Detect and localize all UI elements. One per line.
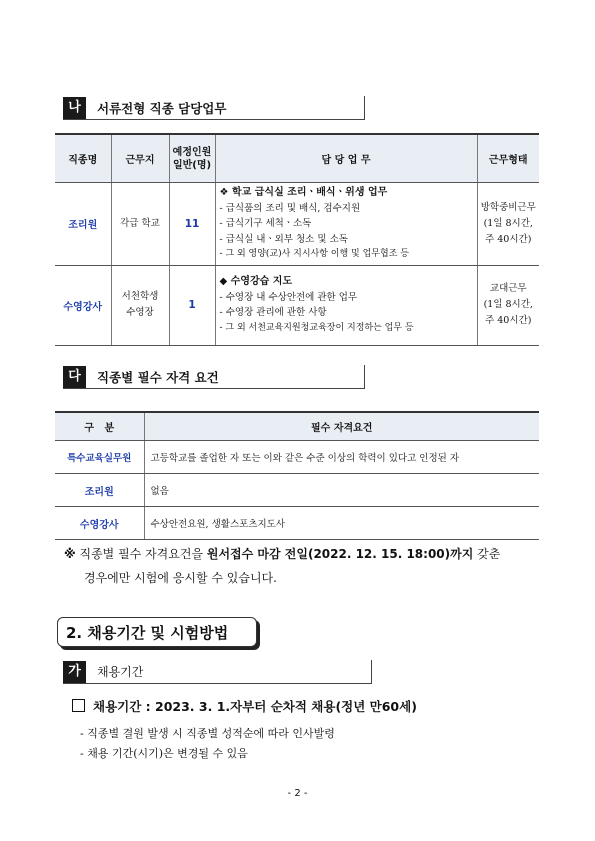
duty-item: - 그 외 서천교육지원청교육장이 지정하는 업무 등 [219,322,414,333]
table-row [55,265,539,345]
chapter-title: 2. 채용기간 및 시험방법 [66,624,229,642]
section-header-period [63,660,372,684]
headcount: 11 [169,183,215,266]
headcount: 1 [169,265,215,345]
qualification-note [64,542,500,590]
section-title: 직종별 필수 자격 요건 [97,370,219,385]
work-form-line: (1일 8시간, [483,217,533,229]
job-name: 수영강사 [55,507,144,540]
duty-head: ◆ 수영강습 지도 [219,276,293,287]
duty-item: - 급식품의 조리 및 배식, 검수지원 [219,202,361,214]
note-text-end: 갖춘 [473,547,501,561]
table-row [55,474,539,507]
note-line2: 경우에만 시험에 응시할 수 있습니다. [84,571,277,585]
work-place-text: 서천학생 수영장 [121,291,159,318]
employment-period-text: 채용기간 : 2023. 3. 1.자부터 순차적 채용(정년 만60세) [93,699,417,714]
duty-item: - 급식실 내ㆍ외부 청소 및 소독 [219,233,348,245]
header-requirement: 필수 자격요건 [144,412,539,441]
section-title: 채용기간 [97,665,144,679]
note-text: 직종별 필수 자격요건을 [79,547,207,561]
header-form: 근무형태 [477,134,539,183]
table-row [55,507,539,540]
duty-item: - 수영장 관리에 관한 사항 [219,307,327,318]
section-badge: 다 [63,366,86,388]
job-name: 특수교육실무원 [55,441,144,474]
job-name: 조리원 [55,183,111,266]
table-header-row [55,412,539,441]
duty-item: - 그 외 영양(교)사 지시사항 이행 및 업무협조 등 [219,249,409,259]
page-number: - 2 - [287,788,308,799]
duty-table [55,133,539,346]
requirement: 수상안전요원, 생활스포츠지도사 [144,507,539,540]
checkbox-icon [72,699,85,712]
note-deadline: 원서접수 마감 전일(2022. 12. 15. 18:00)까지 [206,547,474,561]
section-header-qualifications [63,365,365,389]
work-form-line: 주 40시간) [485,315,532,326]
table-row [55,441,539,474]
note-mark: ※ [64,547,76,561]
section-badge: 나 [63,97,86,119]
section-badge: 가 [63,661,86,683]
work-place [111,265,169,345]
duty-head: ❖ 학교 급식실 조리ㆍ배식ㆍ위생 업무 [219,187,388,198]
period-bullet: - 직종별 결원 발생 시 직종별 성적순에 따라 인사발령 [80,727,335,740]
work-place: 각급 학교 [111,183,169,266]
table-header-row [55,134,539,183]
section-title: 서류전형 직종 담당업무 [97,101,227,116]
work-form-line: 교대근무 [489,283,527,294]
work-form [477,183,539,266]
work-form-line: 방학중비근무 [480,201,536,213]
duty-item: - 급식기구 세척ㆍ소독 [219,218,312,229]
header-count [169,134,215,183]
duty-item: - 수영장 내 수상안전에 관한 업무 [219,291,358,303]
header-job: 직종명 [55,134,111,183]
employment-period [72,697,417,715]
requirement: 없음 [144,474,539,507]
chapter-title-box [57,617,257,647]
qualification-table [55,411,539,540]
duty-list [215,265,477,345]
work-form-line: (1일 8시간, [483,299,533,310]
job-name: 조리원 [55,474,144,507]
header-duties: 담 당 업 무 [215,134,477,183]
work-form [477,265,539,345]
requirement: 고등학교를 졸업한 자 또는 이와 같은 수준 이상의 학력이 있다고 인정된 자 [144,441,539,474]
table-row [55,183,539,266]
header-place: 근무지 [111,134,169,183]
header-count-text: 예정인원 일반(명) [172,146,212,171]
duty-list [215,183,477,266]
period-bullet: - 채용 기간(시기)은 변경될 수 있음 [80,747,248,760]
work-form-line: 주 40시간) [485,233,532,245]
job-name: 수영강사 [55,265,111,345]
header-category: 구 분 [55,412,144,441]
section-header-duties [63,96,365,120]
